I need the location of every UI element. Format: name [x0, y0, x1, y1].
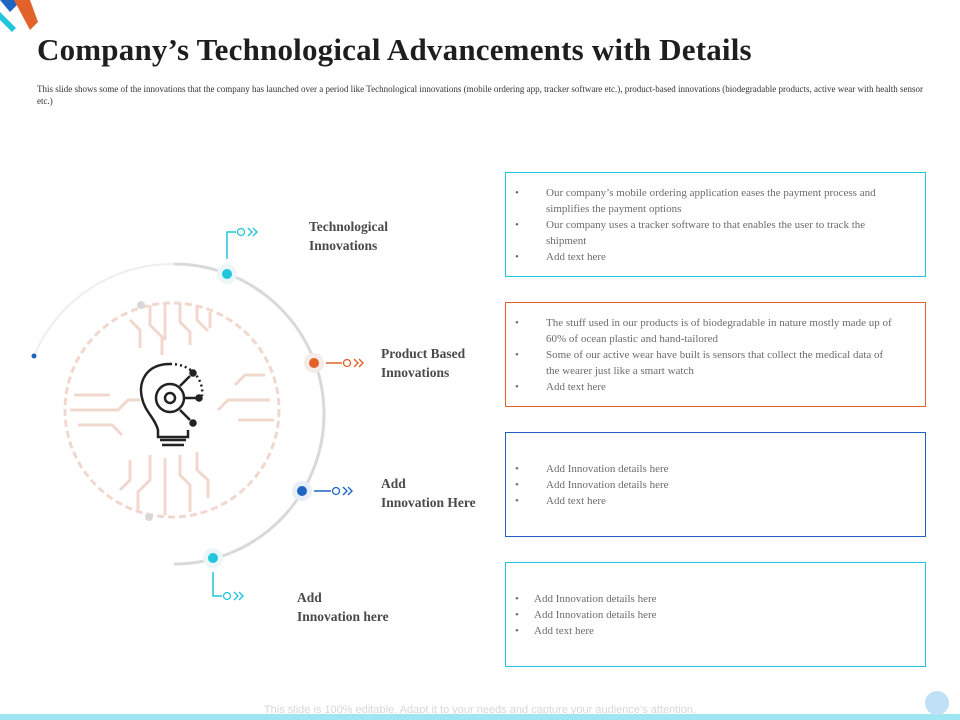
detail-item: • Add text here: [506, 623, 925, 639]
node-add-innovation-3: [292, 481, 352, 501]
detail-item: • Our company’s mobile ordering application eases the payment process and simplifies the payment options: [506, 185, 925, 217]
detail-item: • The stuff used in our products is of biodegradable in nature mostly made up of 60% of ocean plastic and hand-tailored: [506, 315, 925, 347]
outer-arc-light: [34, 264, 174, 356]
detail-item: • Our company uses a tracker software to that enables the user to track the shipment: [506, 217, 925, 249]
node-technological: [217, 228, 257, 284]
detail-item: • Add text here: [506, 379, 925, 395]
details-box-technological: [505, 172, 926, 277]
slide-title: Company’s Technological Advancements with Details: [37, 32, 752, 67]
innovation-label-3: Add Innovation Here: [381, 476, 476, 510]
details-box-add-innovation-4: [505, 562, 926, 667]
detail-item: • Add Innovation details here: [506, 591, 925, 607]
arc-start-dot: [32, 354, 37, 359]
innovation-label-4: Add Innovation here: [297, 590, 389, 624]
footer-circle-decoration: [925, 691, 949, 715]
detail-item: • Add Innovation details here: [506, 607, 925, 623]
detail-item: • Add text here: [506, 493, 925, 509]
innovation-label-1: Technological Innovations: [309, 219, 389, 253]
detail-item: • Some of our active wear have built is sensors that collect the medical data of the wearer just like a smart watch: [506, 347, 925, 379]
detail-item: • Add text here: [506, 249, 925, 265]
details-box-add-innovation-3: [505, 432, 926, 537]
innovation-label-2: Product Based Innovations: [381, 346, 466, 380]
slide-subtitle: This slide shows some of the innovations that the company has launched over a period like Technological innovations (mobile ordering app, tracker software etc.), product-based innovations (biodegradable products, active wear with health sensor etc.): [37, 84, 923, 106]
circuit-illustration: [65, 303, 279, 517]
details-box-product-based: [505, 302, 926, 407]
lightbulb-gear-icon: [141, 364, 202, 445]
detail-item: • Add Innovation details here: [506, 461, 925, 477]
node-product-based: [304, 353, 363, 373]
detail-item: • Add Innovation details here: [506, 477, 925, 493]
footer-note: This slide is 100% editable. Adapt it to your needs and capture your audience’s attention.: [263, 704, 697, 716]
